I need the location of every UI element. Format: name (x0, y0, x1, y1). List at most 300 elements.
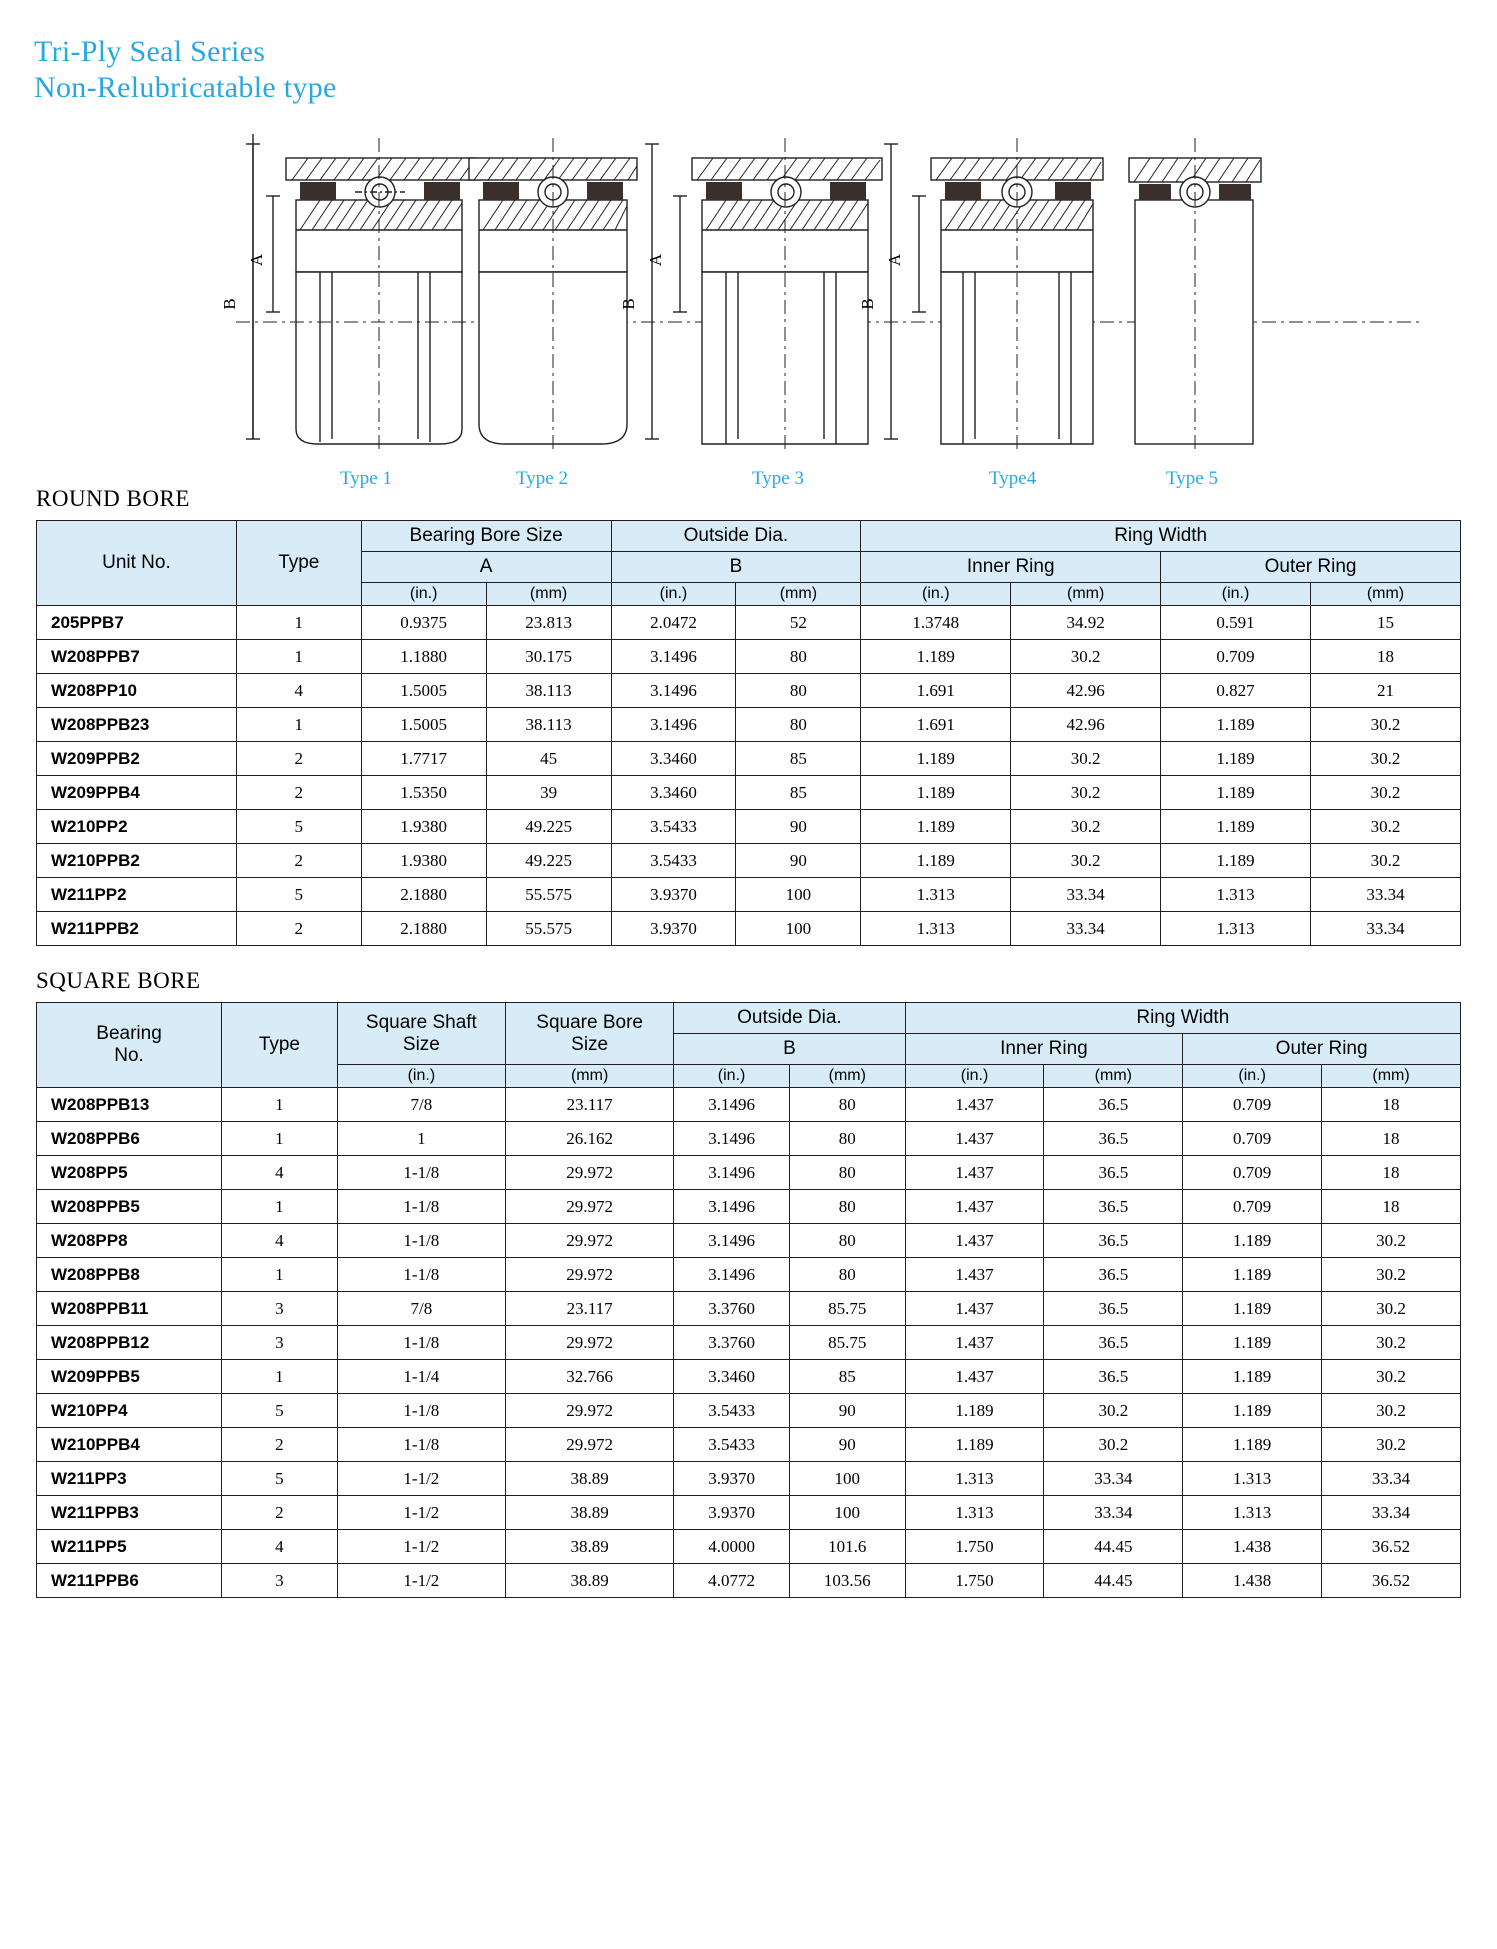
header-shaft-line1: Square Shaft (365, 1011, 477, 1033)
cell-ir-mm: 36.5 (1044, 1360, 1183, 1394)
cell-ir-mm: 30.2 (1011, 742, 1161, 776)
header-ir-in: (in.) (905, 1065, 1044, 1088)
cell-or-mm: 36.52 (1322, 1564, 1461, 1598)
cell-b-in: 3.1496 (674, 1156, 790, 1190)
cell-unit: W210PPB2 (37, 844, 237, 878)
cell-b-in: 3.1496 (674, 1122, 790, 1156)
cell-type: 2 (222, 1428, 338, 1462)
cell-bore-mm: 29.972 (506, 1394, 674, 1428)
cell-type: 1 (222, 1360, 338, 1394)
cell-unit: W208PPB8 (37, 1258, 222, 1292)
dim-label-b-type1: B (220, 298, 239, 310)
cell-unit: W208PPB12 (37, 1326, 222, 1360)
cell-b-in: 3.3760 (674, 1326, 790, 1360)
table-row (37, 776, 1461, 810)
cell-or-mm: 30.2 (1322, 1224, 1461, 1258)
page-title (0, 0, 1497, 106)
cell-ir-mm: 30.2 (1011, 810, 1161, 844)
cell-ir-in: 1.437 (905, 1292, 1044, 1326)
header-bearing-bore-size: Bearing Bore Size (361, 521, 611, 552)
cell-b-mm: 85.75 (789, 1292, 905, 1326)
cell-or-in: 1.189 (1183, 1224, 1322, 1258)
type-label-2: Type 2 (516, 468, 568, 489)
cell-b-in: 4.0772 (674, 1564, 790, 1598)
table-row (37, 1190, 1461, 1224)
header-b-in: (in.) (674, 1065, 790, 1088)
cell-unit: W208PPB6 (37, 1122, 222, 1156)
cell-a-mm: 49.225 (486, 844, 611, 878)
cell-or-mm: 30.2 (1322, 1428, 1461, 1462)
cell-ir-mm: 36.5 (1044, 1088, 1183, 1122)
cell-shaft-in: 1-1/8 (337, 1258, 505, 1292)
cell-or-mm: 18 (1310, 640, 1460, 674)
square-bore-table-wrap (36, 1002, 1461, 1598)
cell-a-in: 1.9380 (361, 844, 486, 878)
cell-b-mm: 90 (736, 844, 861, 878)
cell-bore-mm: 29.972 (506, 1326, 674, 1360)
cell-b-in: 3.3760 (674, 1292, 790, 1326)
cell-ir-in: 1.313 (905, 1496, 1044, 1530)
cell-b-in: 3.3460 (611, 776, 736, 810)
cell-a-in: 1.7717 (361, 742, 486, 776)
cell-or-in: 1.189 (1183, 1360, 1322, 1394)
table-row (37, 1394, 1461, 1428)
cell-or-in: 1.189 (1183, 1394, 1322, 1428)
table-row (37, 1224, 1461, 1258)
cell-or-in: 1.189 (1183, 1326, 1322, 1360)
bearing-cross-sections-svg (0, 134, 1497, 464)
header-outside-dia: Outside Dia. (674, 1003, 905, 1034)
cell-type: 1 (222, 1258, 338, 1292)
table-row (37, 878, 1461, 912)
cell-b-mm: 52 (736, 606, 861, 640)
cell-unit: W211PP5 (37, 1530, 222, 1564)
cell-b-mm: 80 (789, 1190, 905, 1224)
cell-or-in: 0.709 (1183, 1088, 1322, 1122)
cell-b-in: 3.5433 (611, 810, 736, 844)
cell-or-mm: 30.2 (1310, 742, 1460, 776)
cell-unit: W209PPB5 (37, 1360, 222, 1394)
cell-ir-mm: 33.34 (1011, 878, 1161, 912)
table-row (37, 674, 1461, 708)
header-bore-mm: (mm) (506, 1065, 674, 1088)
cell-unit: W208PP5 (37, 1156, 222, 1190)
title-line-1: Tri-Ply Seal Series (34, 35, 266, 68)
header-shaft-in: (in.) (337, 1065, 505, 1088)
cell-unit: W208PPB7 (37, 640, 237, 674)
table-row (37, 844, 1461, 878)
cell-or-mm: 18 (1322, 1156, 1461, 1190)
cell-or-in: 0.709 (1161, 640, 1311, 674)
cell-ir-in: 1.437 (905, 1122, 1044, 1156)
cell-ir-in: 1.691 (861, 674, 1011, 708)
cell-or-in: 1.189 (1161, 776, 1311, 810)
cell-ir-mm: 33.34 (1044, 1496, 1183, 1530)
cell-b-mm: 103.56 (789, 1564, 905, 1598)
cell-ir-in: 1.437 (905, 1326, 1044, 1360)
cell-or-mm: 33.34 (1310, 912, 1460, 946)
cell-unit: W211PP2 (37, 878, 237, 912)
cell-ir-in: 1.313 (861, 878, 1011, 912)
cell-b-mm: 90 (736, 810, 861, 844)
cell-or-mm: 30.2 (1322, 1360, 1461, 1394)
cell-b-mm: 85 (736, 742, 861, 776)
cell-shaft-in: 1-1/8 (337, 1156, 505, 1190)
cell-or-in: 1.189 (1161, 708, 1311, 742)
cell-ir-mm: 30.2 (1044, 1394, 1183, 1428)
cell-shaft-in: 1-1/2 (337, 1564, 505, 1598)
cell-type: 2 (236, 776, 361, 810)
cell-b-in: 3.1496 (674, 1190, 790, 1224)
dim-label-a-type3: A (646, 253, 665, 267)
cell-unit: 205PPB7 (37, 606, 237, 640)
cell-bore-mm: 29.972 (506, 1224, 674, 1258)
cell-type: 1 (236, 708, 361, 742)
cell-or-mm: 30.2 (1322, 1292, 1461, 1326)
square-bore-heading: SQUARE BORE (36, 968, 201, 993)
header-or-in: (in.) (1161, 583, 1311, 606)
round-bore-body (37, 606, 1461, 946)
header-b-mm: (mm) (736, 583, 861, 606)
cell-or-mm: 30.2 (1322, 1258, 1461, 1292)
cell-ir-in: 1.189 (905, 1394, 1044, 1428)
type-label-row (0, 468, 1497, 498)
cell-or-mm: 15 (1310, 606, 1460, 640)
cell-a-in: 1.9380 (361, 810, 486, 844)
table-row (37, 1326, 1461, 1360)
cell-ir-mm: 42.96 (1011, 674, 1161, 708)
cell-unit: W210PPB4 (37, 1428, 222, 1462)
cell-ir-mm: 36.5 (1044, 1292, 1183, 1326)
header-square-shaft-size (337, 1003, 505, 1065)
cell-bore-mm: 38.89 (506, 1496, 674, 1530)
cell-unit: W208PPB11 (37, 1292, 222, 1326)
header-shaft-line2: Size (402, 1033, 440, 1055)
cell-ir-in: 1.750 (905, 1564, 1044, 1598)
header-bearing-no-line2: No. (114, 1045, 144, 1066)
cell-or-in: 1.313 (1183, 1462, 1322, 1496)
table-row (37, 1530, 1461, 1564)
cell-b-mm: 100 (736, 878, 861, 912)
cell-a-in: 1.5005 (361, 674, 486, 708)
header-or-in: (in.) (1183, 1065, 1322, 1088)
cell-b-mm: 90 (789, 1394, 905, 1428)
header-ring-width: Ring Width (905, 1003, 1460, 1034)
cell-ir-in: 1.437 (905, 1360, 1044, 1394)
square-bore-table (36, 1002, 1461, 1598)
cell-b-mm: 80 (736, 674, 861, 708)
round-bore-heading: ROUND BORE (36, 486, 190, 511)
cell-unit: W208PPB5 (37, 1190, 222, 1224)
cell-or-in: 1.189 (1161, 742, 1311, 776)
header-b-in: (in.) (611, 583, 736, 606)
cell-ir-in: 1.437 (905, 1190, 1044, 1224)
cell-a-in: 1.1880 (361, 640, 486, 674)
cell-b-in: 4.0000 (674, 1530, 790, 1564)
cell-ir-mm: 44.45 (1044, 1564, 1183, 1598)
cell-ir-in: 1.437 (905, 1156, 1044, 1190)
cell-ir-in: 1.189 (861, 776, 1011, 810)
cell-a-mm: 38.113 (486, 674, 611, 708)
cell-or-in: 1.189 (1183, 1258, 1322, 1292)
cell-type: 3 (222, 1564, 338, 1598)
header-dim-b: B (674, 1034, 905, 1065)
header-type: Type (222, 1003, 338, 1088)
cell-a-mm: 30.175 (486, 640, 611, 674)
header-square-bore-size (506, 1003, 674, 1065)
cell-type: 2 (236, 912, 361, 946)
header-type: Type (236, 521, 361, 606)
cell-b-in: 3.3460 (611, 742, 736, 776)
cell-b-mm: 85 (736, 776, 861, 810)
cell-ir-mm: 36.5 (1044, 1190, 1183, 1224)
cell-or-mm: 21 (1310, 674, 1460, 708)
cell-type: 2 (222, 1496, 338, 1530)
cell-b-in: 3.1496 (611, 708, 736, 742)
header-or-mm: (mm) (1322, 1065, 1461, 1088)
cell-type: 1 (236, 606, 361, 640)
cell-bore-mm: 29.972 (506, 1190, 674, 1224)
cell-b-mm: 80 (789, 1156, 905, 1190)
cell-b-in: 3.9370 (674, 1462, 790, 1496)
header-inner-ring: Inner Ring (861, 552, 1161, 583)
type-label-4: Type4 (989, 468, 1037, 489)
dim-label-a-type4: A (885, 253, 904, 267)
header-outer-ring: Outer Ring (1161, 552, 1461, 583)
header-outside-dia: Outside Dia. (611, 521, 861, 552)
cell-ir-in: 1.437 (905, 1088, 1044, 1122)
cell-or-in: 0.709 (1183, 1122, 1322, 1156)
cell-ir-in: 1.313 (905, 1462, 1044, 1496)
round-bore-table (36, 520, 1461, 946)
cell-or-mm: 33.34 (1322, 1462, 1461, 1496)
cell-bore-mm: 38.89 (506, 1530, 674, 1564)
cell-b-mm: 80 (736, 708, 861, 742)
cell-unit: W208PP10 (37, 674, 237, 708)
cell-b-mm: 100 (789, 1496, 905, 1530)
cell-or-mm: 18 (1322, 1122, 1461, 1156)
cell-bore-mm: 38.89 (506, 1564, 674, 1598)
cell-unit: W208PPB23 (37, 708, 237, 742)
cell-type: 1 (222, 1190, 338, 1224)
cell-type: 5 (236, 878, 361, 912)
cell-a-mm: 38.113 (486, 708, 611, 742)
type-label-3: Type 3 (752, 468, 804, 489)
table-row (37, 708, 1461, 742)
cell-unit: W211PPB3 (37, 1496, 222, 1530)
table-row (37, 1292, 1461, 1326)
cell-b-in: 3.3460 (674, 1360, 790, 1394)
header-ir-mm: (mm) (1011, 583, 1161, 606)
header-bore-line1: Square Bore (536, 1011, 643, 1033)
header-inner-ring: Inner Ring (905, 1034, 1183, 1065)
cell-a-mm: 45 (486, 742, 611, 776)
cell-type: 5 (222, 1394, 338, 1428)
cell-type: 1 (236, 640, 361, 674)
header-or-mm: (mm) (1310, 583, 1460, 606)
cell-ir-mm: 36.5 (1044, 1122, 1183, 1156)
cell-b-mm: 80 (789, 1122, 905, 1156)
cell-ir-mm: 33.34 (1011, 912, 1161, 946)
cell-type: 3 (222, 1292, 338, 1326)
cell-ir-in: 1.691 (861, 708, 1011, 742)
cell-b-mm: 85 (789, 1360, 905, 1394)
cell-or-in: 1.438 (1183, 1564, 1322, 1598)
cell-ir-mm: 30.2 (1011, 844, 1161, 878)
cell-unit: W211PPB2 (37, 912, 237, 946)
cell-b-mm: 80 (736, 640, 861, 674)
cell-type: 3 (222, 1326, 338, 1360)
cell-or-in: 1.313 (1183, 1496, 1322, 1530)
header-ring-width: Ring Width (861, 521, 1461, 552)
cell-shaft-in: 7/8 (337, 1292, 505, 1326)
dim-label-b-type3: B (619, 298, 638, 310)
cell-or-mm: 30.2 (1310, 776, 1460, 810)
table-row (37, 1088, 1461, 1122)
header-dim-a: A (361, 552, 611, 583)
cell-a-in: 2.1880 (361, 878, 486, 912)
cell-shaft-in: 1-1/8 (337, 1428, 505, 1462)
table-row (37, 606, 1461, 640)
cell-ir-mm: 42.96 (1011, 708, 1161, 742)
cell-b-mm: 101.6 (789, 1530, 905, 1564)
cell-ir-mm: 30.2 (1011, 776, 1161, 810)
cell-type: 1 (222, 1122, 338, 1156)
header-ir-mm: (mm) (1044, 1065, 1183, 1088)
cell-or-in: 0.591 (1161, 606, 1311, 640)
cell-b-mm: 80 (789, 1258, 905, 1292)
cell-bore-mm: 38.89 (506, 1462, 674, 1496)
cell-a-in: 0.9375 (361, 606, 486, 640)
cell-a-in: 2.1880 (361, 912, 486, 946)
cell-type: 1 (222, 1088, 338, 1122)
cell-or-in: 1.313 (1161, 912, 1311, 946)
table-row (37, 912, 1461, 946)
title-line-2: Non-Relubricatable type (34, 71, 337, 104)
cell-b-mm: 80 (789, 1088, 905, 1122)
header-ir-in: (in.) (861, 583, 1011, 606)
cell-unit: W208PP8 (37, 1224, 222, 1258)
cell-ir-in: 1.189 (861, 810, 1011, 844)
cell-b-in: 3.1496 (674, 1088, 790, 1122)
cell-bore-mm: 29.972 (506, 1428, 674, 1462)
cell-b-mm: 100 (736, 912, 861, 946)
cell-type: 4 (236, 674, 361, 708)
table-row (37, 1564, 1461, 1598)
cell-shaft-in: 1-1/8 (337, 1190, 505, 1224)
cell-type: 4 (222, 1530, 338, 1564)
cell-ir-in: 1.189 (861, 640, 1011, 674)
cell-shaft-in: 1-1/2 (337, 1462, 505, 1496)
cell-b-in: 3.5433 (674, 1394, 790, 1428)
cell-or-mm: 18 (1322, 1190, 1461, 1224)
cell-or-in: 1.313 (1161, 878, 1311, 912)
cell-or-mm: 30.2 (1322, 1394, 1461, 1428)
cell-ir-mm: 36.5 (1044, 1258, 1183, 1292)
cell-ir-mm: 36.5 (1044, 1156, 1183, 1190)
cell-b-mm: 90 (789, 1428, 905, 1462)
table-row (37, 1496, 1461, 1530)
cell-type: 4 (222, 1224, 338, 1258)
cell-shaft-in: 1-1/4 (337, 1360, 505, 1394)
header-bearing-no-line1: Bearing (96, 1023, 162, 1044)
cell-unit: W210PP4 (37, 1394, 222, 1428)
cell-b-mm: 85.75 (789, 1326, 905, 1360)
cell-b-in: 3.9370 (611, 912, 736, 946)
cell-or-in: 1.189 (1183, 1292, 1322, 1326)
cell-a-mm: 39 (486, 776, 611, 810)
cell-a-mm: 55.575 (486, 912, 611, 946)
cell-or-in: 1.189 (1161, 844, 1311, 878)
header-unit-no: Unit No. (37, 521, 237, 606)
table-row (37, 810, 1461, 844)
cell-or-in: 1.189 (1161, 810, 1311, 844)
cell-ir-in: 1.189 (905, 1428, 1044, 1462)
cell-type: 2 (236, 742, 361, 776)
cell-bore-mm: 23.117 (506, 1292, 674, 1326)
cell-ir-mm: 33.34 (1044, 1462, 1183, 1496)
cell-a-mm: 23.813 (486, 606, 611, 640)
round-bore-table-wrap (36, 520, 1461, 946)
cell-or-mm: 33.34 (1322, 1496, 1461, 1530)
cell-ir-mm: 34.92 (1011, 606, 1161, 640)
cell-or-in: 0.709 (1183, 1156, 1322, 1190)
cell-ir-in: 1.189 (861, 844, 1011, 878)
header-b-mm: (mm) (789, 1065, 905, 1088)
header-bore-line2: Size (571, 1033, 609, 1055)
cell-unit: W209PPB2 (37, 742, 237, 776)
cell-shaft-in: 1-1/8 (337, 1224, 505, 1258)
header-bearing-no (37, 1003, 222, 1088)
cell-b-in: 2.0472 (611, 606, 736, 640)
cell-ir-in: 1.189 (861, 742, 1011, 776)
header-a-in: (in.) (361, 583, 486, 606)
header-dim-b: B (611, 552, 861, 583)
cell-or-in: 1.189 (1183, 1428, 1322, 1462)
cell-b-in: 3.5433 (611, 844, 736, 878)
cell-or-in: 0.709 (1183, 1190, 1322, 1224)
cell-unit: W210PP2 (37, 810, 237, 844)
cell-b-in: 3.9370 (611, 878, 736, 912)
cell-b-in: 3.9370 (674, 1496, 790, 1530)
cell-b-in: 3.1496 (674, 1258, 790, 1292)
cell-type: 5 (236, 810, 361, 844)
cell-bore-mm: 23.117 (506, 1088, 674, 1122)
cell-or-mm: 30.2 (1310, 810, 1460, 844)
cell-unit: W208PPB13 (37, 1088, 222, 1122)
cell-shaft-in: 1-1/8 (337, 1394, 505, 1428)
type-label-1: Type 1 (340, 468, 392, 489)
cell-or-mm: 36.52 (1322, 1530, 1461, 1564)
cell-bore-mm: 29.972 (506, 1156, 674, 1190)
cell-b-in: 3.1496 (611, 640, 736, 674)
cell-unit: W209PPB4 (37, 776, 237, 810)
table-row (37, 640, 1461, 674)
cell-unit: W211PP3 (37, 1462, 222, 1496)
cell-or-in: 0.827 (1161, 674, 1311, 708)
cell-shaft-in: 1-1/8 (337, 1326, 505, 1360)
bearing-diagrams (0, 134, 1497, 489)
cell-unit: W211PPB6 (37, 1564, 222, 1598)
dim-label-a-type1: A (247, 253, 266, 267)
cell-ir-mm: 30.2 (1044, 1428, 1183, 1462)
cell-b-mm: 100 (789, 1462, 905, 1496)
cell-bore-mm: 32.766 (506, 1360, 674, 1394)
cell-bore-mm: 29.972 (506, 1258, 674, 1292)
cell-or-in: 1.438 (1183, 1530, 1322, 1564)
cell-or-mm: 33.34 (1310, 878, 1460, 912)
cell-b-in: 3.1496 (611, 674, 736, 708)
